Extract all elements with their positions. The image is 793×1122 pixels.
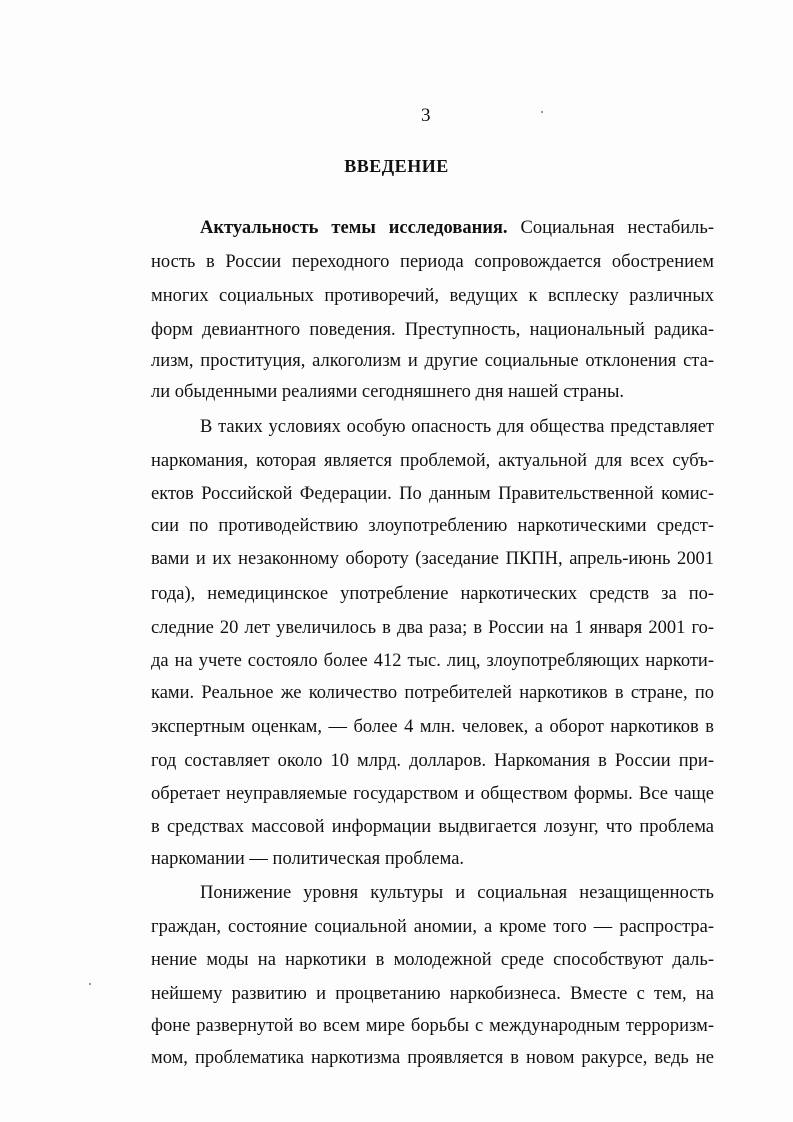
paragraph-line: Понижение уровня культуры и социальная незащищенность <box>200 883 714 903</box>
paragraph-line: ли обыденными реалиями сегодняшнего дня нашей страны. <box>151 382 625 402</box>
paragraph-line: в средствах массовой информации выдвигается лозунг, что проблема <box>151 817 714 837</box>
paragraph-line: В таких условиях особую опасность для общества представляет <box>200 417 714 437</box>
section-heading: ВВЕДЕНИЕ <box>344 156 449 176</box>
paragraph-line: года), немедицинское употребление наркотических средств за по- <box>151 584 714 604</box>
scan-speck <box>89 983 91 985</box>
paragraph-line: вами и их незаконному обороту (заседание ПКПН, апрель-июнь 2001 <box>151 549 714 569</box>
paragraph-line: экспертным оценкам, — более 4 млн. человек, а оборот наркотиков в <box>151 717 714 737</box>
paragraph-line <box>200 216 714 240</box>
paragraph-line: следние 20 лет увеличилось в два раза; в России на 1 января 2001 го- <box>151 618 714 638</box>
paragraph-line: наркомания, которая является проблемой, актуальной для всех субъ- <box>151 451 714 471</box>
paragraph-line: фоне развернутой во всем мире борьбы с международным терроризм- <box>151 1016 714 1036</box>
paragraph-line: многих социальных противоречий, ведущих к всплеску различных <box>151 286 714 306</box>
page-number: 3 <box>421 105 431 126</box>
paragraph-line: обретает неуправляемые государством и обществом формы. Все чаще <box>151 784 714 804</box>
scan-speck <box>541 111 543 113</box>
paragraph-line: наркомании — политическая проблема. <box>151 849 465 869</box>
paragraph-line: форм девиантного поведения. Преступность, национальный радика- <box>151 320 714 340</box>
paragraph-line: ками. Реальное же количество потребителей наркотиков в стране, по <box>151 683 714 703</box>
paragraph-line: граждан, состояние социальной аномии, а кроме того — распростра- <box>151 917 714 937</box>
paragraph-line: нение моды на наркотики в молодежной среде способствуют даль- <box>151 950 714 970</box>
paragraph-line: да на учете состояло более 412 тыс. лиц, злоупотребляющих наркоти- <box>151 651 714 671</box>
paragraph-line: мом, проблематика наркотизма проявляется в новом ракурсе, ведь не <box>151 1048 714 1068</box>
topic-lead: Актуальность темы исследования. <box>200 218 508 238</box>
paragraph-line: ность в России переходного периода сопровождается обострением <box>151 252 714 272</box>
paragraph-text: Социальная нестабиль- <box>507 218 714 238</box>
paragraph-line: год составляет около 10 млрд. долларов. Наркомания в России при- <box>151 751 714 771</box>
paragraph-line: лизм, проституция, алкоголизм и другие социальные отклонения ста- <box>151 351 714 371</box>
paragraph-line: сии по противодействию злоупотреблению наркотическими средст- <box>151 516 714 536</box>
paragraph-line: ектов Российской Федерации. По данным Правительственной комис- <box>151 484 714 504</box>
paragraph-line: нейшему развитию и процветанию наркобизнеса. Вместе с тем, на <box>151 984 714 1004</box>
